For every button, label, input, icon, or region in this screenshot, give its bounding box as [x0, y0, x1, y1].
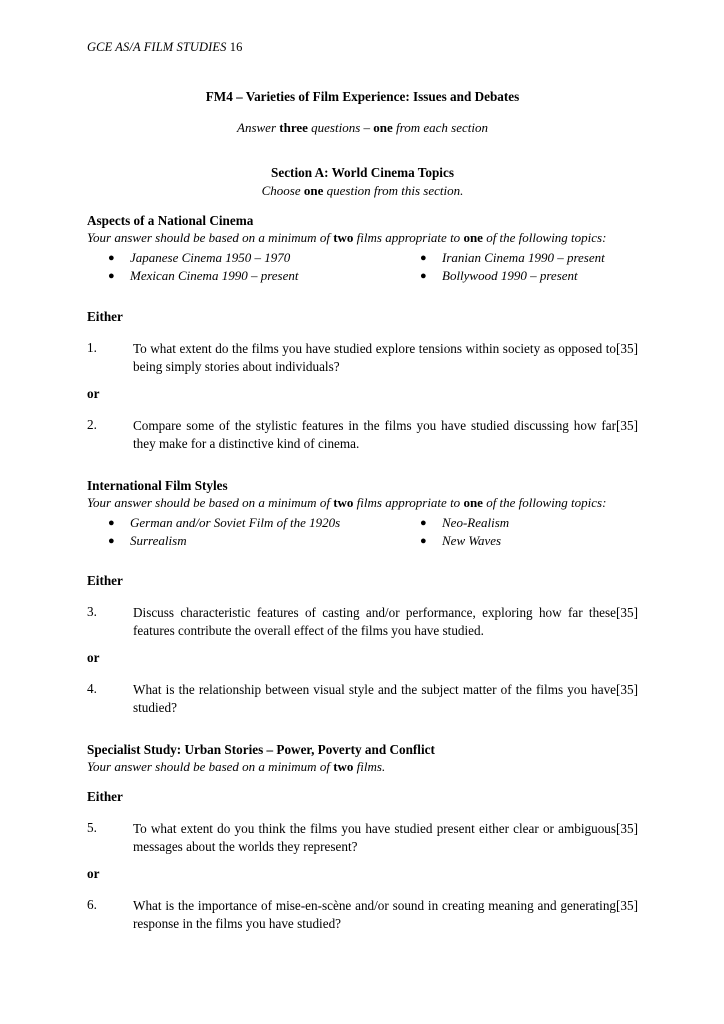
list-item-label: New Waves: [442, 533, 502, 548]
rubric-post: films.: [353, 759, 386, 774]
list-item-label: Mexican Cinema 1990 – present: [130, 268, 299, 283]
list-item-label: German and/or Soviet Film of the 1920s: [130, 515, 341, 530]
bullet-icon: ●: [420, 517, 427, 529]
question-1-number: 1.: [87, 340, 97, 355]
topic-heading-national-cinema: Aspects of a National Cinema: [87, 213, 254, 228]
instruction-bold-one: one: [373, 120, 393, 135]
instruction-post: from each section: [392, 120, 488, 135]
question-3: [87, 604, 638, 640]
question-2-number: 2.: [87, 417, 97, 432]
running-head: [87, 40, 242, 55]
question-5-number: 5.: [87, 820, 97, 835]
list-item: [105, 267, 405, 285]
bullet-icon: ●: [108, 252, 115, 264]
list-item-label: Bollywood 1990 – present: [442, 268, 578, 283]
section-a-banner: [87, 165, 638, 199]
topic-heading-international-film-styles: International Film Styles: [87, 478, 228, 493]
list-item: [417, 267, 637, 285]
question-4-body: [133, 681, 638, 717]
question-6: [87, 897, 638, 933]
either-label-section-1: Either: [87, 309, 123, 324]
rubric-bold-two: two: [333, 495, 354, 510]
topic-heading-specialist-study: Specialist Study: Urban Stories – Power, Poverty and Conflict: [87, 742, 435, 757]
list-item: [417, 514, 637, 532]
topic-rubric-national-cinema: [87, 230, 638, 246]
question-4-number: 4.: [87, 681, 97, 696]
bullet-icon: ●: [420, 535, 427, 547]
question-1-text: To what extent do the films you have studied explore tensions within society as opposed to being simply stories about individuals?: [133, 341, 617, 374]
answer-instruction: [87, 120, 638, 136]
question-3-text: Discuss characteristic features of casting and/or performance, exploring how far these features contribute the overall effect of the films you have studied.: [133, 605, 617, 638]
rubric-bold-two: two: [333, 759, 354, 774]
question-3-number: 3.: [87, 604, 97, 619]
topic-rubric-international-film-styles: [87, 495, 638, 511]
list-item: [417, 532, 637, 550]
question-3-body: [133, 604, 638, 640]
list-item-label: Japanese Cinema 1950 – 1970: [130, 250, 291, 265]
list-item-label: Neo-Realism: [442, 515, 510, 530]
question-6-number: 6.: [87, 897, 97, 912]
paper-title: FM4 – Varieties of Film Experience: Issues and Debates: [205, 89, 520, 104]
list-item: [105, 514, 405, 532]
rubric-pre: Your answer should be based on a minimum of: [87, 495, 334, 510]
or-label-section-1: or: [87, 386, 100, 401]
bullet-icon: ●: [420, 252, 427, 264]
bullet-icon: ●: [108, 517, 115, 529]
or-label-section-2: or: [87, 650, 100, 665]
list-item: [417, 249, 637, 267]
section-subtitle-post: question from this section.: [323, 183, 464, 198]
rubric-bold-one: one: [463, 230, 483, 245]
instruction-bold-three: three: [279, 120, 308, 135]
or-label-section-3: or: [87, 866, 100, 881]
either-label-section-2: Either: [87, 573, 123, 588]
section-subtitle-pre: Choose: [261, 183, 304, 198]
instruction-pre: Answer: [237, 120, 280, 135]
rubric-post: of the following topics:: [482, 495, 607, 510]
bullet-column-left: [105, 249, 405, 285]
rubric-mid: films appropriate to: [353, 495, 464, 510]
question-4-marks: [35]: [616, 682, 638, 697]
question-2-marks: [35]: [616, 418, 638, 433]
question-1: [87, 340, 638, 376]
question-4-text: What is the relationship between visual style and the subject matter of the films you have studied?: [133, 682, 617, 715]
list-item-label: Surrealism: [130, 533, 187, 548]
list-item-label: Iranian Cinema 1990 – present: [442, 250, 605, 265]
bullet-column-right: [417, 249, 637, 285]
question-1-body: [133, 340, 638, 376]
section-a-subtitle: [87, 183, 638, 199]
section-a-title: Section A: World Cinema Topics: [271, 165, 454, 180]
list-item: [105, 249, 405, 267]
rubric-pre: Your answer should be based on a minimum of: [87, 230, 334, 245]
topic-bullets-national-cinema: [87, 249, 638, 285]
bullet-icon: ●: [420, 270, 427, 282]
question-5-marks: [35]: [616, 821, 638, 836]
question-3-marks: [35]: [616, 605, 638, 620]
question-5-text: To what extent do you think the films you have studied present either clear or ambiguous messages about the worlds they represent?: [133, 821, 617, 854]
topic-group-international-film-styles: [87, 478, 638, 550]
either-label-section-3: Either: [87, 789, 123, 804]
question-6-marks: [35]: [616, 898, 638, 913]
topic-group-national-cinema: [87, 213, 638, 285]
question-6-body: [133, 897, 638, 933]
rubric-mid: films appropriate to: [353, 230, 464, 245]
bullet-icon: ●: [108, 270, 115, 282]
bullet-icon: ●: [108, 535, 115, 547]
bullet-column-left: [105, 514, 405, 550]
section-subtitle-bold: one: [303, 183, 324, 198]
question-2-body: [133, 417, 638, 453]
rubric-bold-one: one: [463, 495, 483, 510]
running-head-page-number: 16: [229, 40, 243, 54]
question-1-marks: [35]: [616, 341, 638, 356]
question-4: [87, 681, 638, 717]
question-5-body: [133, 820, 638, 856]
bullet-column-right: [417, 514, 637, 550]
instruction-mid: questions –: [307, 120, 374, 135]
topic-bullets-international-film-styles: [87, 514, 638, 550]
question-6-text: What is the importance of mise-en-scène and/or sound in creating meaning and generating response in the films you have studied?: [133, 898, 617, 931]
rubric-pre: Your answer should be based on a minimum of: [87, 759, 334, 774]
topic-rubric-specialist-study: [87, 759, 638, 775]
rubric-post: of the following topics:: [482, 230, 607, 245]
rubric-bold-two: two: [333, 230, 354, 245]
question-2-text: Compare some of the stylistic features in the films you have studied discussing how far they make for a distinctive kind of cinema.: [133, 418, 617, 451]
list-item: [105, 532, 405, 550]
topic-group-specialist-study: [87, 742, 638, 775]
running-head-title: GCE AS/A FILM STUDIES: [87, 40, 227, 54]
question-5: [87, 820, 638, 856]
question-2: [87, 417, 638, 453]
